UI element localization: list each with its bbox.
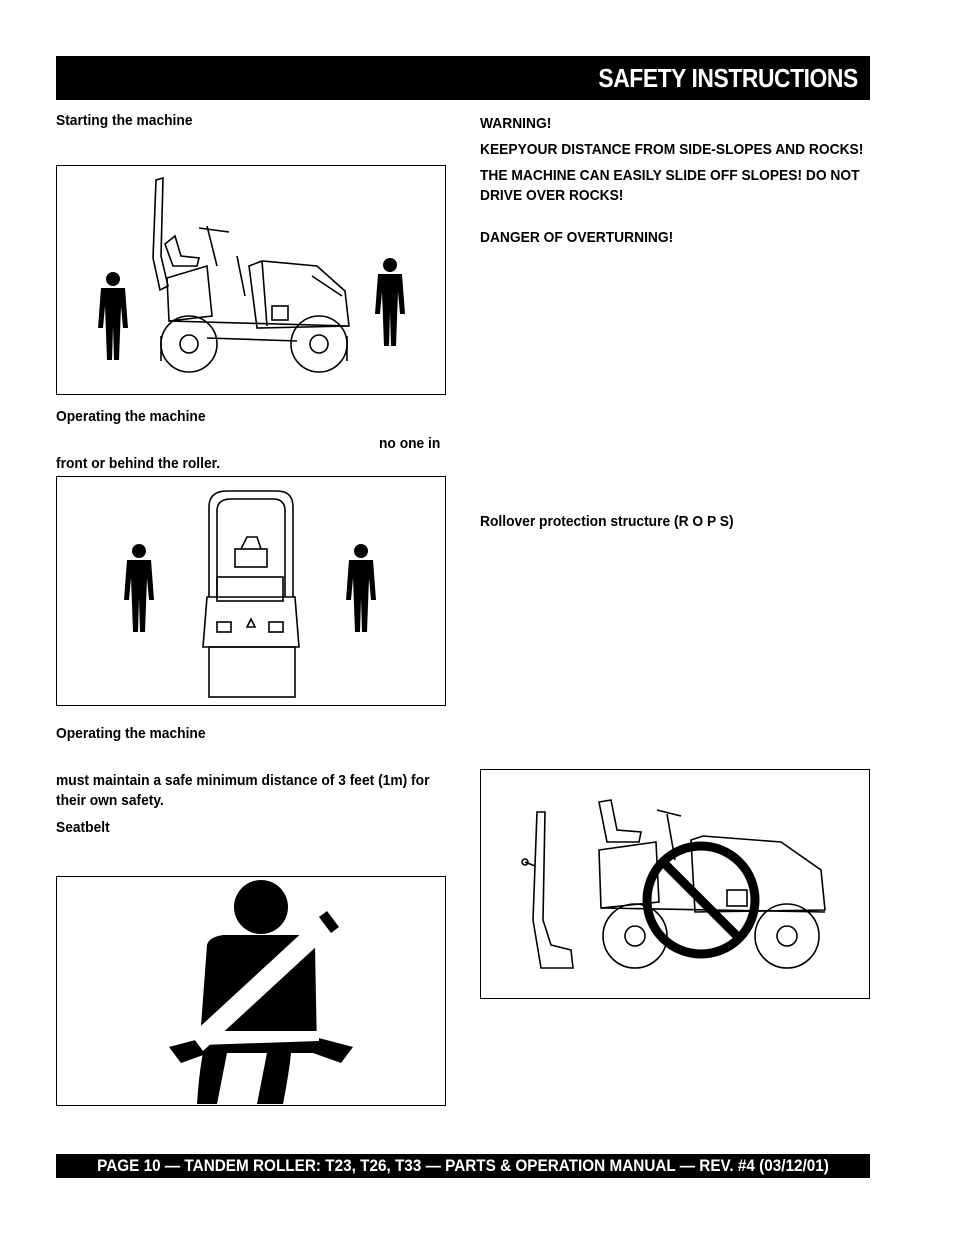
distance-text-1: must maintain a safe minimum distance of 3 feet (1m) for: [56, 772, 430, 789]
page-title: SAFETY INSTRUCTIONS: [598, 63, 858, 93]
roller-side-icon: [599, 800, 825, 968]
footer-banner: [56, 1154, 870, 1178]
roller-front-icon: [203, 491, 299, 697]
rops-bar-icon: [522, 812, 573, 968]
prohibited-icon: [647, 846, 755, 954]
header-banner: [56, 56, 870, 100]
operating-fragment-2: front or behind the roller.: [56, 455, 221, 472]
figure-side-view: [56, 165, 446, 395]
starting-heading: Starting the machine: [56, 112, 193, 129]
operating-heading-1: Operating the machine: [56, 408, 206, 425]
roller-side-icon: [153, 178, 349, 372]
keep-distance-text: KEEPYOUR DISTANCE FROM SIDE-SLOPES AND ROCKS!: [480, 141, 864, 158]
operating-heading-2: Operating the machine: [56, 725, 206, 742]
overturning-text: DANGER OF OVERTURNING!: [480, 229, 674, 246]
operating-fragment-1: no one in: [379, 435, 441, 452]
slide-off-text-2: DRIVE OVER ROCKS!: [480, 187, 624, 204]
warning-label: WARNING!: [480, 115, 552, 132]
figure-seatbelt: [56, 876, 446, 1106]
figure-front-view: [56, 476, 446, 706]
person-right-icon: [346, 544, 376, 632]
person-left-icon: [98, 272, 128, 360]
figure-rops-prohibited: [480, 769, 870, 999]
seatbelt-heading: Seatbelt: [56, 819, 110, 836]
footer-text: PAGE 10 — TANDEM ROLLER: T23, T26, T33 — PARTS & OPERATION MANUAL — REV. #4 (03/12/01): [97, 1156, 829, 1175]
slide-off-text-1: THE MACHINE CAN EASILY SLIDE OFF SLOPES! DO NOT: [480, 167, 860, 184]
roller-front-view-illustration: [57, 477, 444, 704]
seatbelt-pictogram-icon: [57, 877, 444, 1104]
roller-side-view-illustration: [57, 166, 444, 393]
distance-text-2: their own safety.: [56, 792, 164, 809]
person-right-icon: [375, 258, 405, 346]
rops-prohibited-illustration: [481, 770, 868, 997]
person-left-icon: [124, 544, 154, 632]
rops-heading: Rollover protection structure (R O P S): [480, 513, 734, 530]
